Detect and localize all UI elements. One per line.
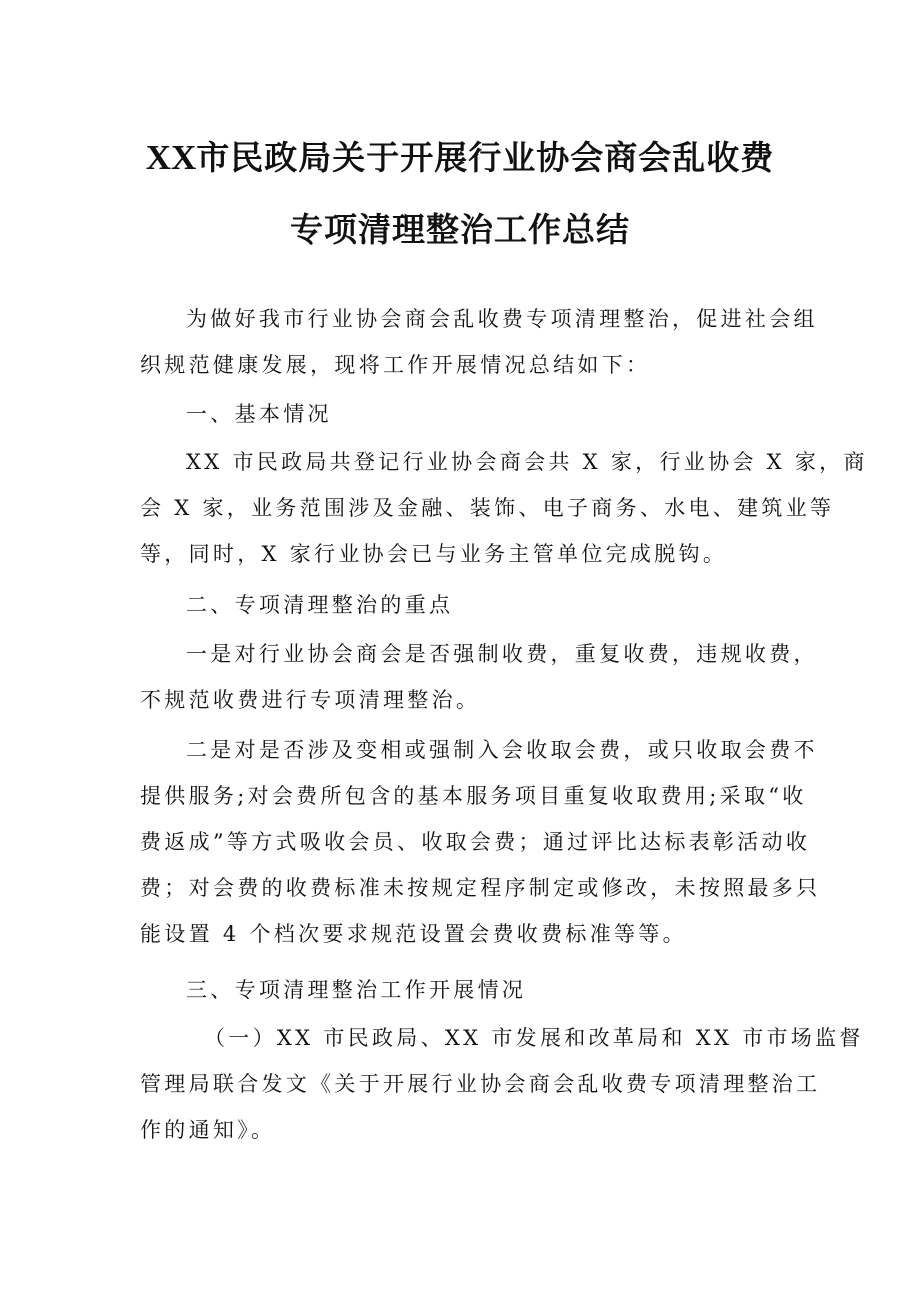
section-heading-focus [140, 582, 792, 628]
paragraph-line: XX 市民政局共登记行业协会商会共 X 家，行业协会 X 家，商 [186, 450, 868, 474]
paragraph-line: 管理局联合发文《关于开展行业协会商会乱收费专项清理整治工 [140, 1072, 821, 1096]
paragraph-line: 一是对行业协会商会是否强制收费，重复收费，违规收费， [186, 642, 818, 666]
paragraph-point-one [140, 631, 818, 723]
paragraph-point-two [140, 727, 821, 957]
document-title-line-1 [0, 138, 920, 178]
section-heading-text: 二、专项清理整治的重点 [186, 593, 454, 617]
paragraph-line: 能设置 4 个档次要求规范设置会费收费标准等等。 [140, 922, 687, 946]
paragraph-line: 织规范健康发展，现将工作开展情况总结如下： [140, 353, 651, 377]
paragraph-line: 作的通知》。 [140, 1118, 276, 1142]
paragraph-item-one [140, 1015, 864, 1153]
section-heading-text: 三、专项清理整治工作开展情况 [186, 978, 527, 1002]
paragraph-line: 为做好我市行业协会商会乱收费专项清理整治，促进社会组 [186, 307, 818, 331]
paragraph-line: 会 X 家，业务范围涉及金融、装饰、电子商务、水电、建筑业等 [140, 496, 835, 520]
section-heading-progress [140, 967, 792, 1013]
paragraph-intro [140, 296, 818, 388]
paragraph-line: （一）XX 市民政局、XX 市发展和改革局和 XX 市市场监督 [204, 1026, 864, 1050]
paragraph-line: 提供服务;对会费所包含的基本服务项目重复收取费用;采取“收 [140, 784, 807, 808]
paragraph-line: 二是对是否涉及变相或强制入会收取会费，或只收取会费不 [186, 738, 818, 762]
title-line-1-text: 市民政局关于开展行业协会商会乱收费 [196, 138, 775, 177]
section-heading-text: 一、基本情况 [186, 402, 332, 426]
paragraph-basic-info [140, 439, 868, 577]
paragraph-line: 费；对会费的收费标准未按规定程序制定或修改，未按照最多只 [140, 876, 821, 900]
paragraph-line: 费返成”等方式吸收会员、收取会费；通过评比达标表彰活动收 [140, 830, 811, 854]
paragraph-line: 不规范收费进行专项清理整治。 [140, 688, 481, 712]
section-heading-basic [140, 391, 792, 437]
paragraph-line: 等，同时，X 家行业协会已与业务主管单位完成脱钩。 [140, 542, 728, 566]
title-city-placeholder: XX [145, 138, 197, 177]
document-title-line-2: 专项清理整治工作总结 [290, 210, 630, 249]
